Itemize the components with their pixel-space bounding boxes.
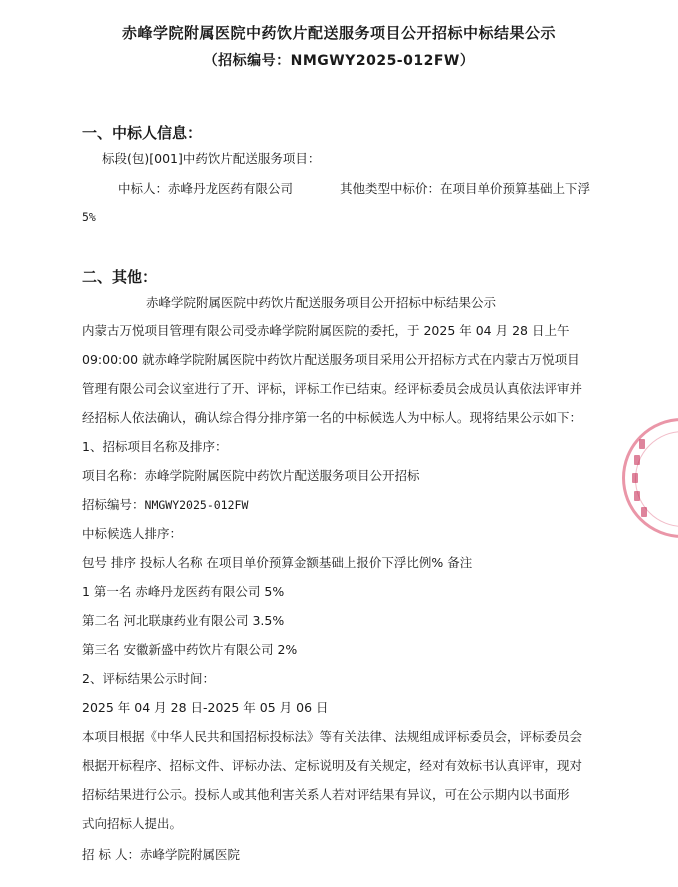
seal-mark xyxy=(641,507,647,517)
intro-line-3: 管理有限公司会议室进行了开、评标，评标工作已结束。经评标委员会成员认真依法评审并 xyxy=(82,381,583,396)
intro-line-4: 经招标人依法确认，确认综合得分排序第一名的中标候选人为中标人。现将结果公示如下： xyxy=(82,410,583,425)
lot-line: 标段(包)[001]中药饮片配送服务项目： xyxy=(102,151,321,166)
bid-no: NMGWY2025-012FW xyxy=(144,498,249,512)
candidate-row: 第三名 安徽新盛中药饮片有限公司 2% xyxy=(82,642,298,657)
project-name-row xyxy=(82,467,420,485)
closing-line-3: 招标结果进行公示。投标人或其他利害关系人若对评结果有异议，可在公示期内以书面形 xyxy=(82,787,570,802)
item1-heading: 1、招标项目名称及排序： xyxy=(82,439,228,454)
document-subtitle: （招标编号：NMGWY2025-012FW） xyxy=(203,53,475,69)
section2-heading: 二、其他： xyxy=(82,268,158,286)
intro-line-1: 内蒙古万悦项目管理有限公司受赤峰学院附属医院的委托，于 2025 年 04 月 28 日上午 xyxy=(82,323,570,338)
section1-heading: 一、中标人信息： xyxy=(82,124,203,142)
project-name-label: 项目名称： xyxy=(82,468,145,483)
closing-line-1: 本项目根据《中华人民共和国招标投标法》等有关法律、法规组成评标委员会，评标委员会 xyxy=(82,729,583,744)
bid-no-label: 招标编号： xyxy=(82,497,145,512)
price-tail: 5% xyxy=(82,210,96,224)
seal-mark xyxy=(639,439,645,449)
project-name: 赤峰学院附属医院中药饮片配送服务项目公开招标 xyxy=(144,468,420,483)
publicity-period: 2025 年 04 月 28 日-2025 年 05 月 06 日 xyxy=(82,700,329,715)
winner-line: 中标人：赤峰丹龙医药有限公司 xyxy=(118,181,294,196)
seal-mark xyxy=(634,491,640,501)
candidates-heading: 中标候选人排序： xyxy=(82,526,183,541)
document-title: 赤峰学院附属医院中药饮片配送服务项目公开招标中标结果公示 xyxy=(121,24,556,42)
notice-title: 赤峰学院附属医院中药饮片配送服务项目公开招标中标结果公示 xyxy=(146,295,497,310)
closing-line-4: 式向招标人提出。 xyxy=(82,816,183,831)
candidate-row: 第二名 河北联康药业有限公司 3.5% xyxy=(82,613,285,628)
candidates-table-header: 包号 排序 投标人名称 在项目单价预算金额基础上报价下浮比例% 备注 xyxy=(82,555,473,570)
seal-mark xyxy=(634,455,640,465)
closing-line-2: 根据开标程序、招标文件、评标办法、定标说明及有关规定，经对有效标书认真评审，现对 xyxy=(82,758,583,773)
bid-no-row xyxy=(82,496,248,514)
price-line: 其他类型中标价：在项目单价预算基础上下浮 xyxy=(340,181,591,196)
official-seal-stamp xyxy=(622,418,678,538)
candidate-row: 1 第一名 赤峰丹龙医药有限公司 5% xyxy=(82,584,285,599)
seal-mark xyxy=(632,473,638,483)
item2-heading: 2、评标结果公示时间： xyxy=(82,671,215,686)
tenderer-row xyxy=(82,846,240,864)
tenderer-label: 招 标 人： xyxy=(82,847,140,862)
intro-line-2: 09:00:00 就赤峰学院附属医院中药饮片配送服务项目采用公开招标方式在内蒙古万悦项目 xyxy=(82,352,580,367)
tenderer-name: 赤峰学院附属医院 xyxy=(139,847,240,862)
